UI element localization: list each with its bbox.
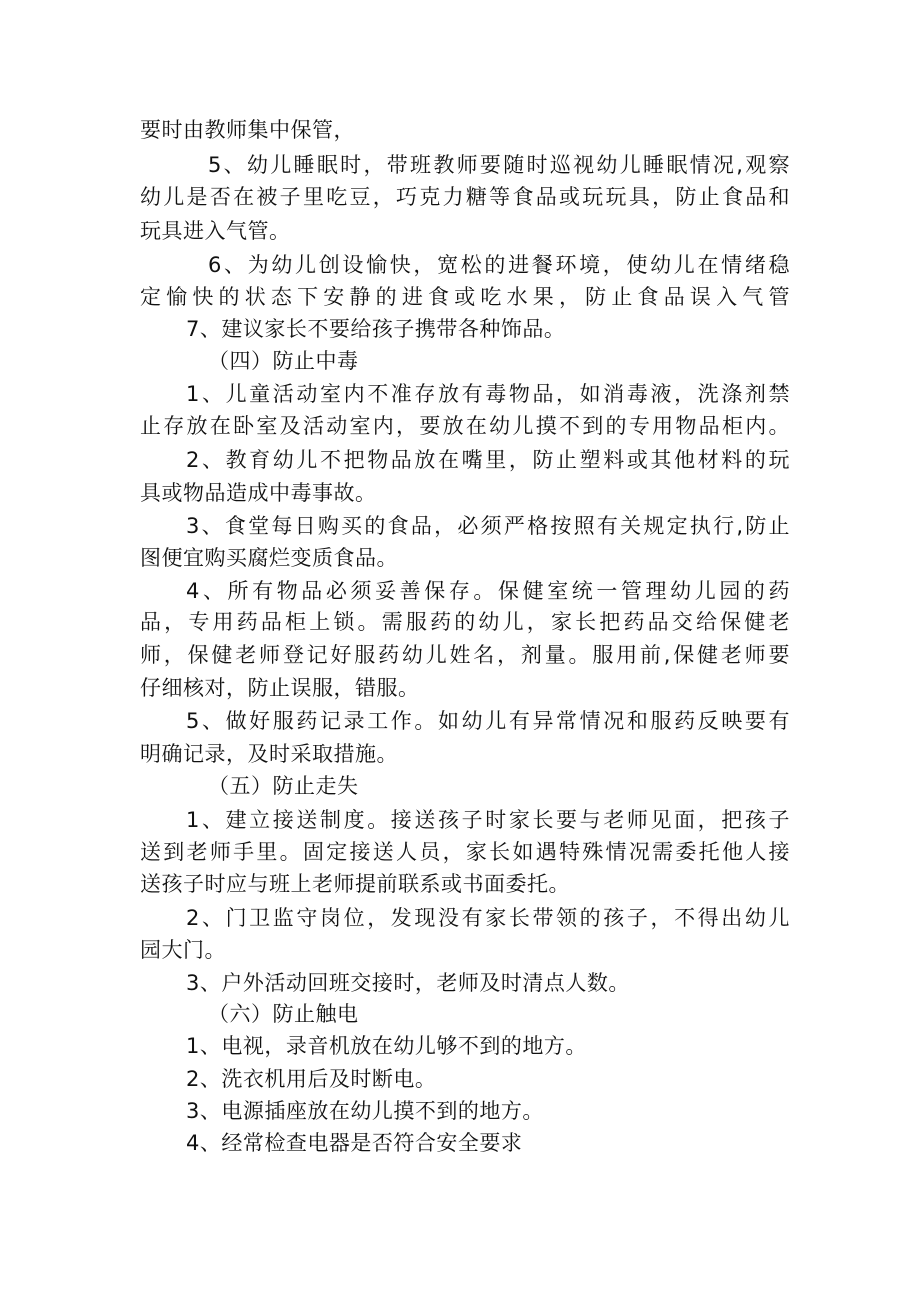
paragraph-line: 1、建立接送制度。接送孩子时家长要与老师见面，把孩子 bbox=[186, 808, 790, 832]
paragraph-line: 明确记录，及时采取措施。 bbox=[140, 742, 398, 766]
paragraph-line: 1、电视，录音机放在幼儿够不到的地方。 bbox=[186, 1034, 587, 1058]
paragraph-line: 5、做好服药记录工作。如幼儿有异常情况和服药反映要有 bbox=[186, 709, 790, 733]
paragraph-line: 6、为幼儿创设愉快，宽松的进餐环境，使幼儿在情绪稳 bbox=[208, 253, 790, 277]
paragraph-line: 送孩子时应与班上老师提前联系或书面委托。 bbox=[140, 872, 570, 896]
paragraph-line: 要时由教师集中保管， bbox=[140, 118, 355, 142]
paragraph-line: 品，专用药品柜上锁。需服药的幼儿，家长把药品交给保健老 bbox=[140, 610, 790, 634]
paragraph-line: 定愉快的状态下安静的进食或吃水果，防止食品误入气管 bbox=[140, 285, 790, 309]
paragraph-line: 玩具进入气管。 bbox=[140, 219, 291, 243]
paragraph-line: 园大门。 bbox=[140, 938, 226, 962]
paragraph-line: 幼儿是否在被子里吃豆，巧克力糖等食品或玩玩具，防止食品和 bbox=[140, 185, 790, 209]
paragraph-line: 具或物品造成中毒事故。 bbox=[140, 481, 377, 505]
paragraph-line: 2、洗衣机用后及时断电。 bbox=[186, 1067, 437, 1091]
paragraph-line: 4、经常检查电器是否符合安全要求 bbox=[186, 1131, 523, 1155]
paragraph-line: 5、幼儿睡眠时，带班教师要随时巡视幼儿睡眠情况,观察 bbox=[208, 153, 790, 177]
paragraph-line: 3、食堂每日购买的食品，必须严格按照有关规定执行,防止 bbox=[186, 514, 790, 538]
paragraph-line: 3、户外活动回班交接时，老师及时清点人数。 bbox=[186, 971, 630, 995]
paragraph-line: 送到老师手里。固定接送人员，家长如遇特殊情况需委托他人接 bbox=[140, 840, 790, 864]
section-heading: （四）防止中毒 bbox=[208, 349, 359, 373]
paragraph-line: 图便宜购买腐烂变质食品。 bbox=[140, 546, 398, 570]
paragraph-line: 7、建议家长不要给孩子携带各种饰品。 bbox=[186, 317, 566, 341]
paragraph-line: 2、门卫监守岗位，发现没有家长带领的孩子，不得出幼儿 bbox=[186, 906, 790, 930]
paragraph-line: 2、教育幼儿不把物品放在嘴里，防止塑料或其他材料的玩 bbox=[186, 448, 790, 472]
paragraph-line: 仔细核对，防止误服，错服。 bbox=[140, 676, 420, 700]
section-heading: （五）防止走失 bbox=[208, 774, 359, 798]
section-heading: （六）防止触电 bbox=[208, 1002, 359, 1026]
paragraph-line: 3、电源插座放在幼儿摸不到的地方。 bbox=[186, 1099, 544, 1123]
paragraph-line: 1、儿童活动室内不准存放有毒物品，如消毒液，洗涤剂禁 bbox=[186, 382, 790, 406]
paragraph-line: 4、所有物品必须妥善保存。保健室统一管理幼儿园的药 bbox=[186, 579, 790, 603]
paragraph-line: 师，保健老师登记好服药幼儿姓名，剂量。服用前,保健老师要 bbox=[140, 643, 790, 667]
paragraph-line: 止存放在卧室及活动室内，要放在幼儿摸不到的专用物品柜内。 bbox=[140, 414, 790, 438]
